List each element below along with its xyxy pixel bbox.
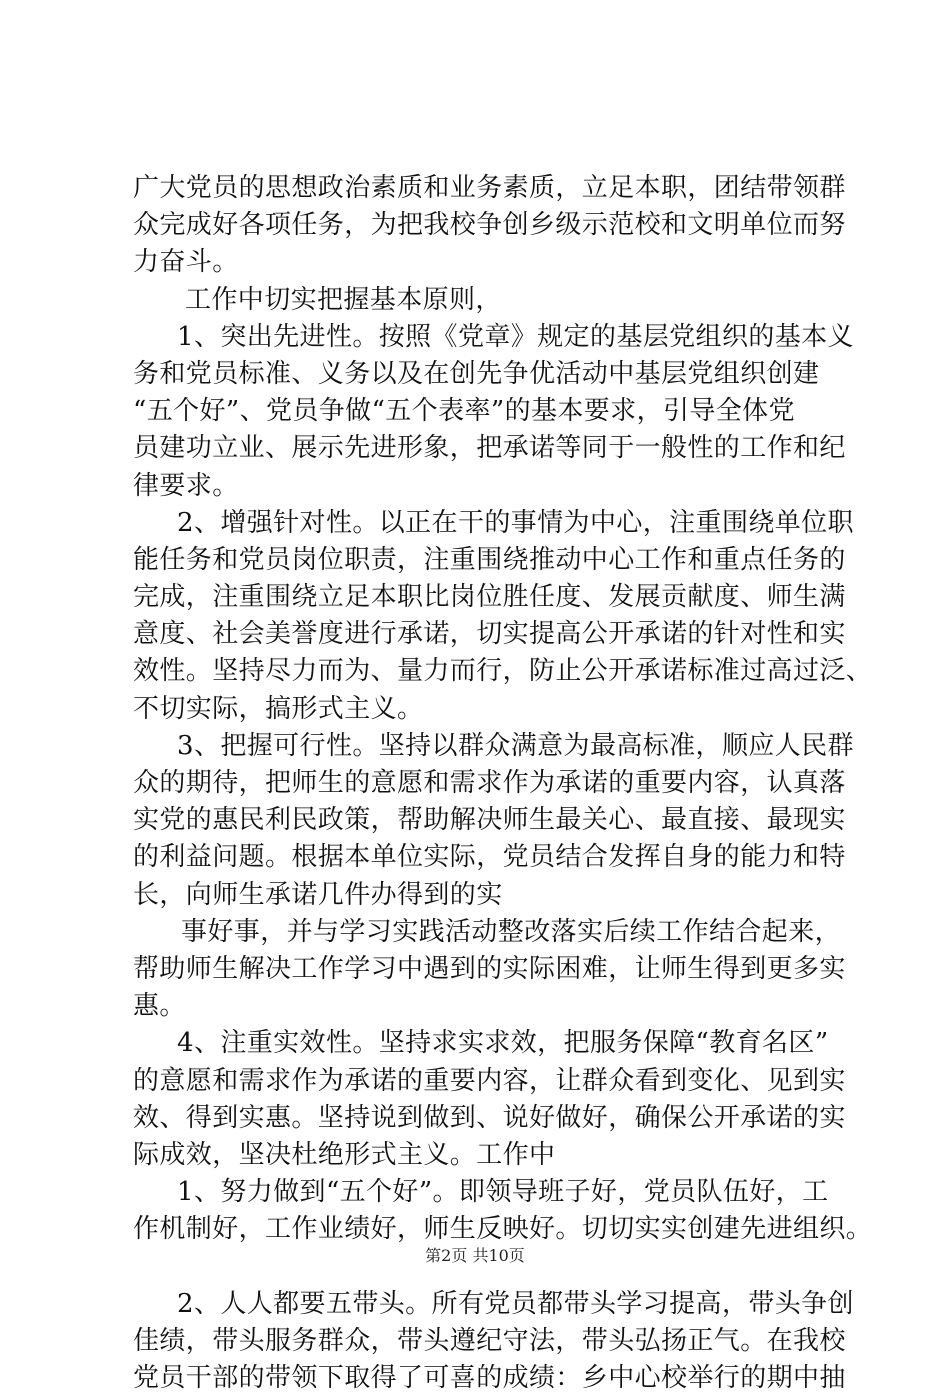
- text-line: 员建功立业、展示先进形象，把承诺等同于一般性的工作和纪: [133, 433, 846, 464]
- text-line: 广大党员的思想政治素质和业务素质，立足本职，团结带领群: [133, 173, 846, 203]
- text-line: 1、突出先进性。按照《党章》规定的基层党组织的基本义: [177, 321, 854, 352]
- body-text: [133, 170, 873, 1397]
- text-line: 工作中切实把握基本原则，: [185, 284, 502, 315]
- text-line: 不切实际，搞形式主义。: [133, 693, 424, 724]
- text-line: 效性。坚持尽力而为、量力而行，防止公开承诺标准过高过泛、: [133, 656, 873, 687]
- text-line: 帮助师生解决工作学习中遇到的实际困难，让师生得到更多实: [133, 953, 846, 984]
- text-line: 实党的惠民利民政策，帮助解决师生最关心、最直接、最现实: [133, 805, 846, 836]
- text-line: 众完成好各项任务，为把我校争创乡级示范校和文明单位而努: [133, 210, 846, 241]
- text-line: 2、人人都要五带头。所有党员都带头学习提高，带头争创: [177, 1288, 854, 1319]
- text-line: 意度、社会美誉度进行承诺，切实提高公开承诺的针对性和实: [133, 619, 846, 650]
- text-line: 3、把握可行性。坚持以群众满意为最高标准，顺应人民群: [177, 730, 854, 761]
- text-line: 完成，注重围绕立足本职比岗位胜任度、发展贡献度、师生满: [133, 582, 846, 613]
- text-line: “五个好”、党员争做“五个表率”的基本要求，引导全体党: [133, 396, 795, 427]
- text-line: 际成效，坚决杜绝形式主义。工作中: [133, 1139, 556, 1170]
- text-line: 力奋斗。: [133, 247, 239, 278]
- text-line: 1、努力做到“五个好”。即领导班子好，党员队伍好，工: [177, 1177, 829, 1208]
- text-line: 2、增强针对性。以正在干的事情为中心，注重围绕单位职: [177, 507, 854, 538]
- text-line: 众的期待，把师生的意愿和需求作为承诺的重要内容，认真落: [133, 768, 846, 798]
- text-line: 的意愿和需求作为承诺的重要内容，让群众看到变化、见到实: [133, 1065, 846, 1096]
- page-number-footer: 第2页 共10页: [425, 1246, 525, 1265]
- text-line: 佳绩，带头服务群众，带头遵纪守法，带头弘扬正气。在我校: [133, 1325, 846, 1356]
- text-line: 作机制好，工作业绩好，师生反映好。切切实实创建先进组织。: [133, 1214, 873, 1245]
- text-line: 4、注重实效性。坚持求实求效，把服务保障“教育名区”: [177, 1028, 829, 1059]
- text-line: 的利益问题。根据本单位实际，党员结合发挥自身的能力和特: [133, 842, 846, 873]
- text-line: 务和党员标准、义务以及在创先争优活动中基层党组织创建: [133, 358, 820, 389]
- text-line: 能任务和党员岗位职责，注重围绕推动中心工作和重点任务的: [133, 544, 846, 575]
- text-line: 惠。: [133, 991, 186, 1022]
- text-line: 党员干部的带领下取得了可喜的成绩：乡中心校举行的期中抽: [133, 1363, 846, 1393]
- text-line: 效、得到实惠。坚持说到做到、说好做好，确保公开承诺的实: [133, 1102, 846, 1133]
- text-line: 长，向师生承诺几件办得到的实: [133, 879, 503, 910]
- text-line: 事好事，并与学习实践活动整改落实后续工作结合起来，: [181, 916, 842, 947]
- text-line: 律要求。: [133, 470, 239, 501]
